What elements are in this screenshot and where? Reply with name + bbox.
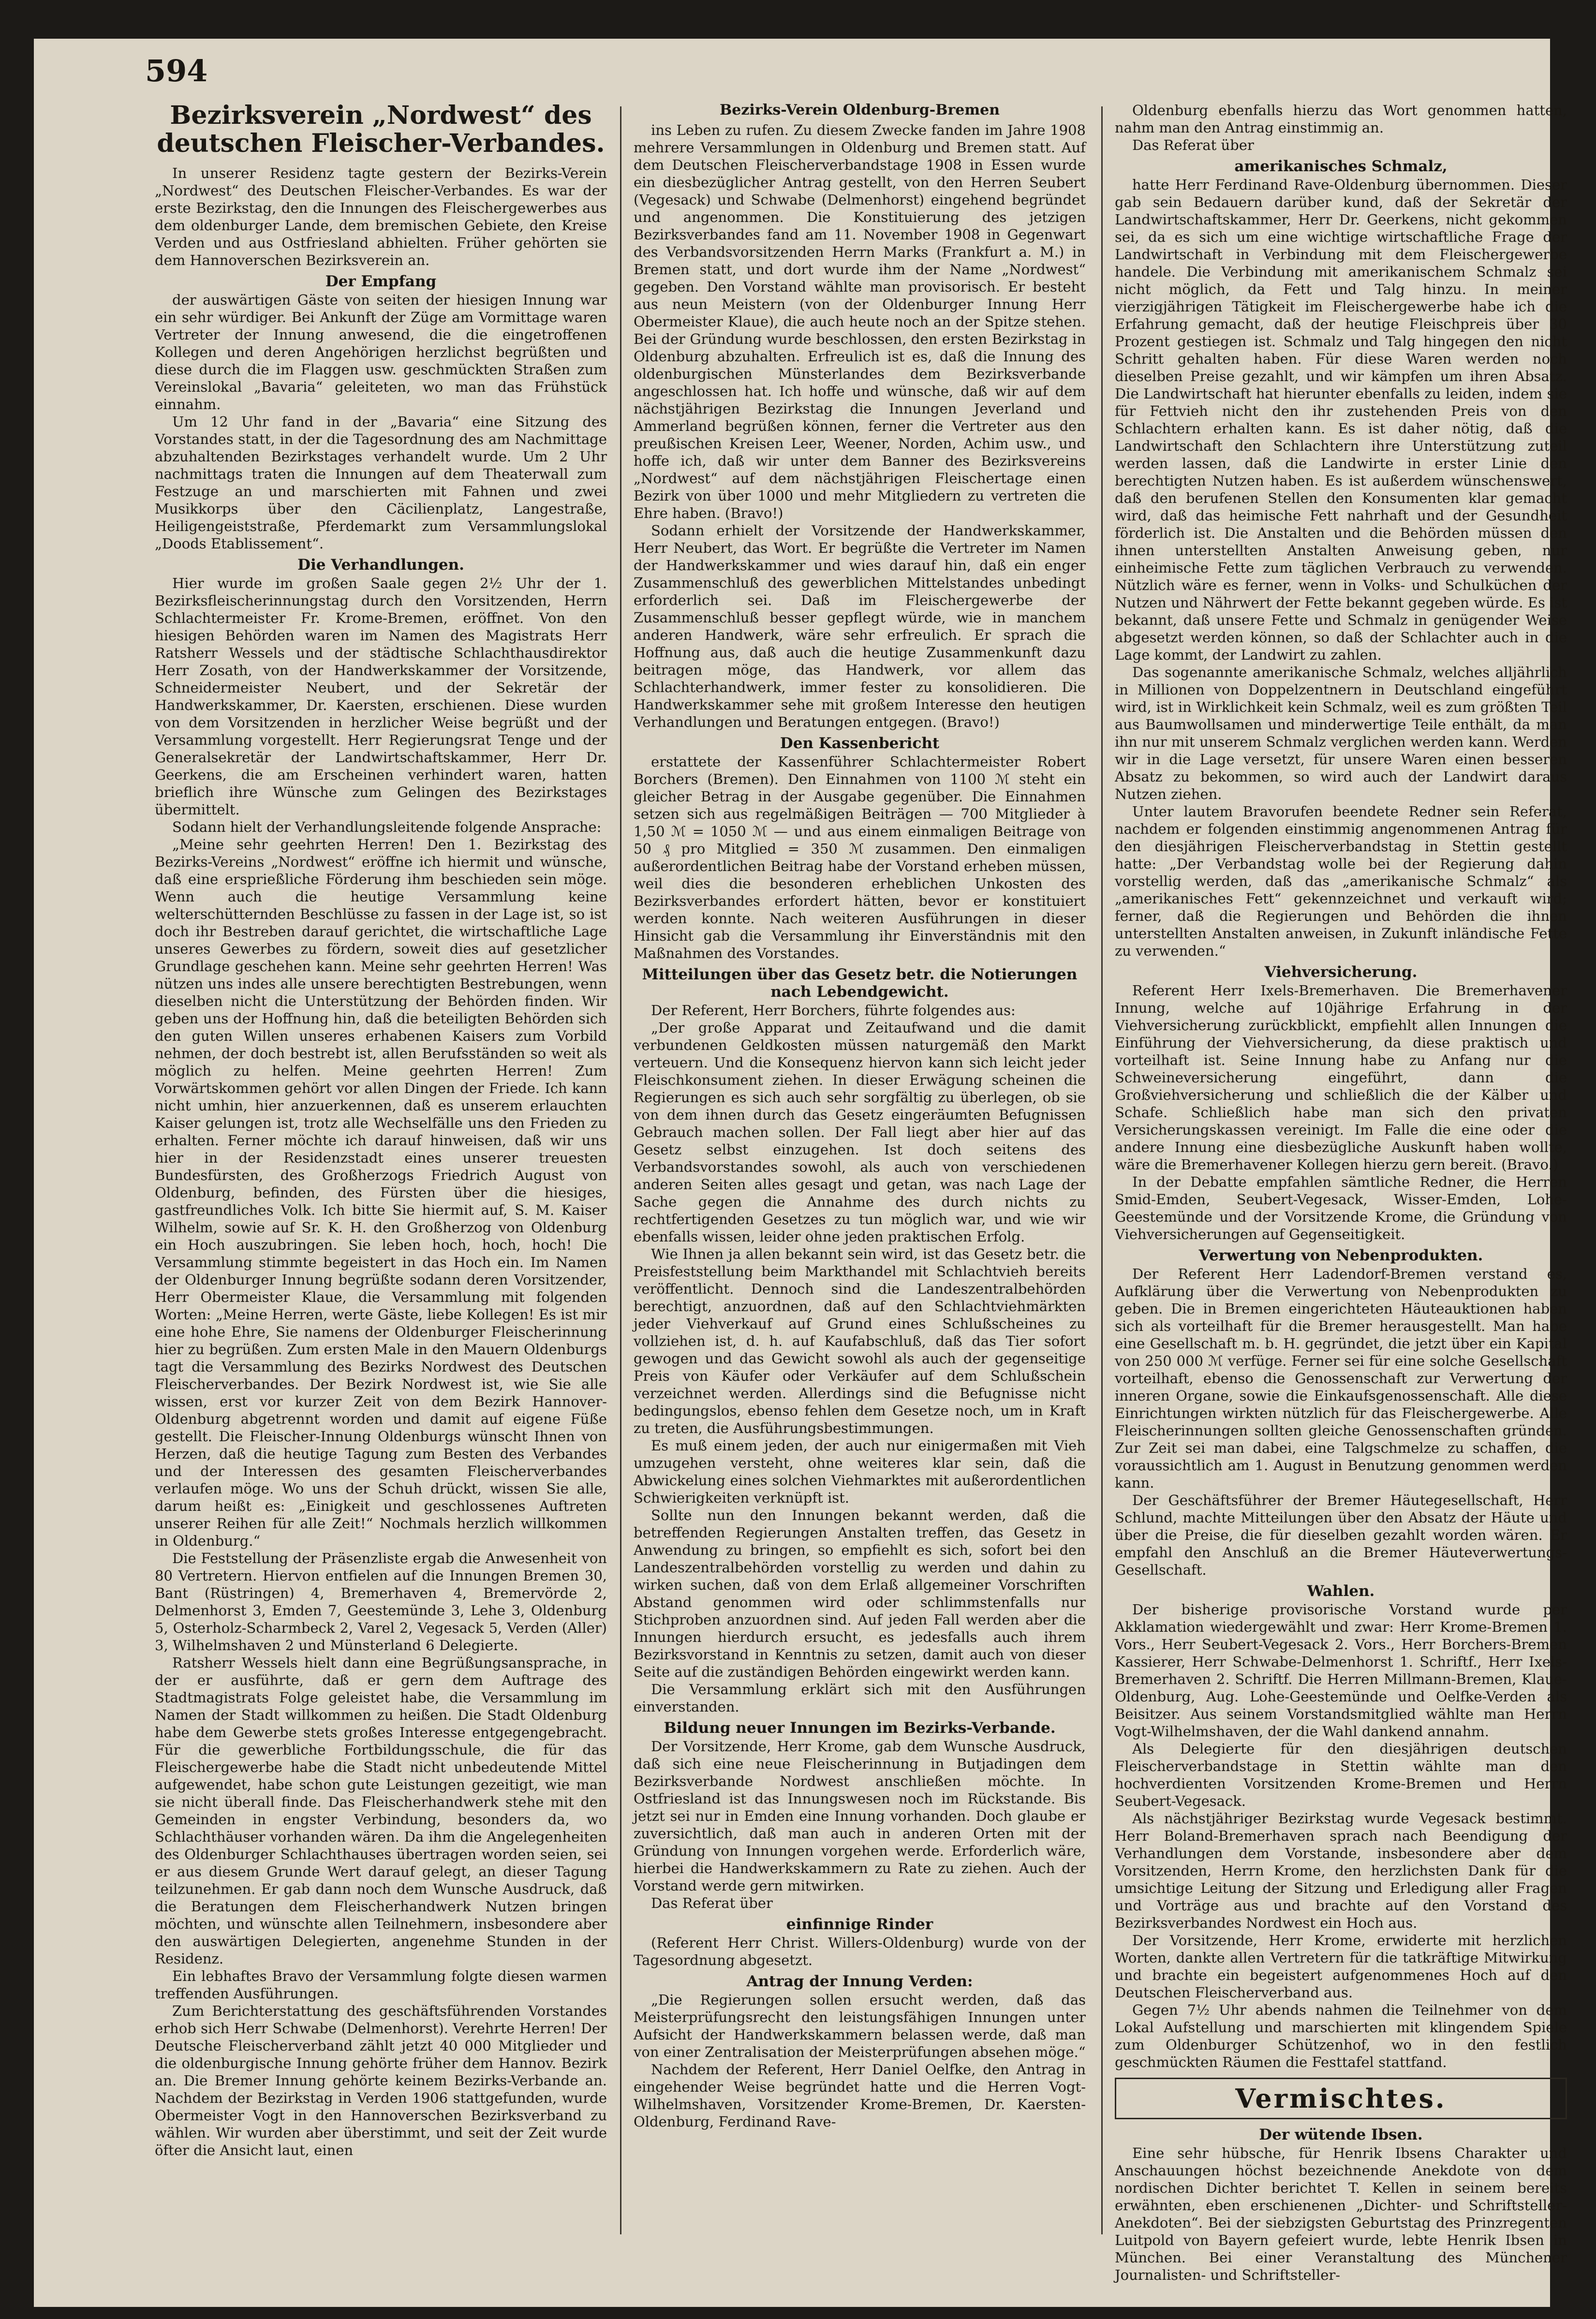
paragraph: Sollte nun den Innungen bekannt werden, daß die betreffenden Regierungen Anstalten treffen, das Gesetz in Anwendung zu bringen, so empfiehlt es sich, sofort bei den Landeszentralbehörden vorstellig zu werden und dahin zu wirken suchen, daß von dem Erlaß allgemeiner Vorschriften Abstand genommen wird oder schlimmstenfalls nur Stichproben anzuordnen sind. Auf jeden Fall werden aber die Innungen hierdurch ersucht, es jedesfalls auch ihrem Bezirksvorstand in Kenntnis zu setzen, damit auch von dieser Seite auf die zuständigen Behörden eingewirkt werden kann. bbox=[634, 1507, 1086, 1680]
paragraph: Das sogenannte amerikanische Schmalz, welches alljährlich in Millionen von Doppelzentnern in Deutschland eingeführt wird, ist in Wirklichkeit kein Schmalz, weil es zum größten Teil aus Baumwollsamen und minderwertige Teile enthält, da man ihn nur mit unserem Schmalz verglichen werden kann. Werden wir in die Lage versetzt, für unsere Waren einen besseren Absatz zu bekommen, so wird auch der Landwirt daraus Nutzen ziehen. bbox=[1115, 664, 1567, 802]
paragraph: Der Referent, Herr Borchers, führte folgendes aus: bbox=[651, 1002, 1016, 1019]
subheading: amerikanisches Schmalz, bbox=[1234, 158, 1448, 175]
paragraph: Zum Berichterstattung des geschäftsführenden Vorstandes erhob sich Herr Schwabe (Delmenhorst). Verehrte Herren! Der Deutsche Fleischerverband zählt jetzt 40 000 Mitglieder und die oldenburgische Innung gehörte früher dem Hannov. Bezirk an. Die Bremer Innung gehörte keinem Bezirks-Verbande an. Nachdem der Bezirkstag in Verden 1906 stattgefunden, wurde Obermeister Vogt in den Hannoverschen Bezirksverband zu wählen. Wir wurden aber überstimmt, und seit der Zeit wurde öfter die Ansicht laut, einen bbox=[155, 2003, 607, 2158]
paragraph: „Meine sehr geehrten Herren! Den 1. Bezirkstag des Bezirks-Vereins „Nordwest“ eröffne ich hiermit und wünsche, daß eine ersprießliche Förderung ihm beschieden sein möge. Wenn auch die heutige Versammlung keine welterschütternden Beschlüsse zu fassen in der Lage ist, so ist doch ihr Bestreben darauf gerichtet, die wirtschaftliche Lage unseres Gewerbes zu fördern, soweit dies auf gesetzlicher Grundlage geschehen kann. Meine sehr geehrten Herren! Was nützen uns indes alle unsere berechtigten Bestrebungen, wenn dieselben nicht die Unterstützung der Behörden finden. Wir geben uns der Hoffnung hin, daß die beteiligten Behörden sich den guten Willen unseres erhabenen Kaisers zum Vorbild nehmen, der doch bestrebt ist, allen Berufsständen so weit als möglich zu helfen. Meine geehrten Herren! Zum Vorwärtskommen gehört vor allen Dingen der Friede. Ich kann nicht umhin, hier anzuerkennen, daß es unserem erlauchten Kaiser gelungen ist, trotz alle Wechselfälle uns den Frieden zu erhalten. Ferner möchte ich darauf hinweisen, daß wir uns hier in der Residenzstadt eines unserer treuesten Bundesfürsten, des Großherzogs Friedrich August von Oldenburg, befinden, des Fürsten über die hiesiges, gastfreundliches Volk. Ich bitte Sie hiermit auf, S. M. Kaiser Wilhelm, sowie auf Sr. K. H. den Großherzog von Oldenburg ein Hoch auszubringen. Sie leben hoch, hoch, hoch! Die Versammlung stimmte begeistert in das Hoch ein. Im Namen der Oldenburger Innung begrüßte sodann deren Vorsitzender, Herr Obermeister Klaue, die Versammlung mit folgenden Worten: „Meine Herren, werte Gäste, liebe Kollegen! Es ist mir eine hohe Ehre, Sie namens der Oldenburger Fleischerinnung hier zu begrüßen. Zum ersten Male in den Mauern Oldenburgs tagt die Versammlung des Bezirks Nordwest des Deutschen Fleischerverbandes. Der Bezirk Nordwest ist, wie Sie alle wissen, erst vor kurzer Zeit von dem Bezirk Hannover-Oldenburg abgetrennt worden und damit auf eigene Füße gestellt. Die Fleischer-Innung Oldenburgs wünscht Ihnen von Herzen, daß die heutige Tagung zum Besten des Verbandes und der Interessen des gesamten Fleischerverbandes verlaufen möge. Wo uns der Schuh drückt, wissen Sie alle, darum heißt es: „Einigkeit und geschlossenes Auftreten unserer Reihen für alle Zeit!“ Nochmals herzlich willkommen in Oldenburg.“ bbox=[155, 836, 607, 1549]
subheading: Wahlen. bbox=[1307, 1582, 1375, 1600]
paragraph: Wie Ihnen ja allen bekannt sein wird, ist das Gesetz betr. die Preisfeststellung beim Markthandel mit Schlachtvieh bereits veröffentlicht. Dennoch sind die Landeszentralbehörden berechtigt, anzuordnen, daß auf den Schlachtviehmärkten jeder Viehverkauf auf Grund eines Schlußscheines zu vollziehen ist, d. h. auf Kaufabschluß, daß das Tier sofort gewogen und das Gewicht sowohl als auch der gegenseitige Preis von Käufer oder Verkäufer auf dem Schlußschein verzeichnet werden. Allerdings sind die Befugnisse nicht bedingungslos, ebenso fehlen dem Gesetze noch, um in Kraft zu treten, die Ausführungsbestimmungen. bbox=[634, 1246, 1086, 1436]
paragraph: Das Referat über bbox=[1132, 137, 1254, 153]
paragraph: Die Feststellung der Präsenzliste ergab die Anwesenheit von 80 Vertretern. Hiervon entfielen auf die Innungen Bremen 30, Bant (Rüstringen) 4, Bremerhaven 4, Bremervörde 2, Delmenhorst 3, Emden 7, Geestemünde 3, Lehe 3, Oldenburg 5, Osterholz-Scharmbeck 2, Varel 2, Vegesack 5, Verden (Aller) 3, Wilhelmshaven 2 und Münsterland 6 Delegierte. bbox=[155, 1550, 607, 1654]
paragraph: In unserer Residenz tagte gestern der Bezirks-Verein „Nordwest“ des Deutschen Fleischer-Verbandes. Es war der erste Bezirkstag, den die Innungen des Fleischergewerbes aus dem oldenburger Lande, dem bremischen Gebiete, den Kreise Verden und aus Ostfriesland abhielten. Früher gehörten sie dem Hannoverschen Bezirksverein an. bbox=[155, 165, 607, 268]
paragraph: Hier wurde im großen Saale gegen 2½ Uhr der 1. Bezirksfleischerinnungstag durch den Vorsitzenden, Herrn Schlachtermeister Fr. Krome-Bremen, eröffnet. Von den hiesigen Behörden waren im Namen des Magistrats Herr Ratsherr Wessels und der städtische Schlachthausdirektor Herr Zosath, von der Handwerkskammer der Vorsitzende, Schneidermeister Neubert, und der Sekretär der Handwerkskammer, Dr. Kaersten, erschienen. Diese wurden von dem Vorsitzenden in herzlicher Weise begrüßt und der Versammlung vorgestellt. Herr Regierungsrat Tenge und der Generalsekretär der Landwirtschaftskammer, Herr Dr. Geerkens, die am Erscheinen verhindert waren, hatten brieflich ihre Wünsche zum Gelingen des Bezirkstages übermittelt. bbox=[155, 575, 607, 818]
paragraph: Gegen 7½ Uhr abends nahmen die Teilnehmer von dem Lokal Aufstellung und marschierten mit klingendem Spiele zum Oldenburger Schützenhof, wo in den festlich geschmückten Räumen die Festtafel stattfand. bbox=[1115, 2002, 1567, 2070]
paragraph: Der Vorsitzende, Herr Krome, erwiderte mit herzlichen Worten, dankte allen Vertretern für die tatkräftige Mitwirkung und brachte ein begeistert aufgenommenes Hoch auf den Deutschen Fleischerverband aus. bbox=[1115, 1932, 1567, 2001]
subheading: Bildung neuer Innungen im Bezirks-Verbande. bbox=[664, 1719, 1056, 1737]
subheading: Viehversicherung. bbox=[1264, 963, 1418, 981]
paragraph: Der Geschäftsführer der Bremer Häutegesellschaft, Herr Schlund, machte Mitteilungen über den Absatz der Häute und über die Preise, die für dieselben gezahlt worden wären. Er empfahl den Anschluß an die Bremer Häuteverwertungs-Gesellschaft. bbox=[1115, 1492, 1567, 1578]
paragraph: hatte Herr Ferdinand Rave-Oldenburg übernommen. Dieser gab sein Bedauern darüber kund, daß der Sekretär der Landwirtschaftskammer, Herr Dr. Geerkens, nicht gekommen sei, da es sich um eine wichtige wirtschaftliche Frage der Landwirtschaft in Verbindung mit dem Fleischergewerbe handele. Die Verbindung mit amerikanischem Schmalz sei nicht möglich, da Fett und Talg hinzu. In meiner vierzigjährigen Tätigkeit im Fleischergewerbe habe ich die Erfahrung gemacht, daß der heutige Fleischpreis über 30 Prozent gestiegen ist. Schmalz und Talg hingegen den nicht Schritt gehalten haben. Für diese Waren werden noch dieselben Preise gezahlt, und wir kämpfen um ihren Absatz. Die Landwirtschaft hat hierunter ebenfalls zu leiden, indem sie für Fettvieh nicht den ihr zustehenden Preis von den Schlachtern erhalten kann. Es ist daher nötig, daß die Landwirtschaft den Schlachtern ihre Unterstützung zuteil werden lassen, daß die Landwirte in erster Linie den berechtigten Nutzen haben. Es ist außerdem wünschenswert, daß den berufenen Stellen den Konsumenten klar gemacht wird, daß das heimische Fett nahrhaft und der Gesundheit förderlich ist. Die Anstalten und die Behörden müssen den ihnen unterstellten Anstalten Anweisung geben, nur einheimische Fette zum täglichen Verbrauch zu verwenden. Nützlich wäre es ferner, wenn in Volks- und Schulküchen der Nutzen und Nährwert der Fette bekannt gegeben würde. Es ist bekannt, daß unsere Fette und Schmalz in genügender Weise abgesetzt werden können, so daß der Schlachter auch in die Lage kommt, der Landwirt zu zahlen. bbox=[1115, 177, 1567, 663]
column-2 bbox=[634, 102, 1086, 2254]
column-3 bbox=[1115, 102, 1567, 2283]
subheading: einfinnige Rinder bbox=[786, 1916, 933, 1933]
section-banner bbox=[1115, 2078, 1567, 2119]
paragraph: Das Referat über bbox=[651, 1895, 773, 1911]
paragraph: Die Versammlung erklärt sich mit den Ausführungen einverstanden. bbox=[634, 1681, 1086, 1715]
column-1 bbox=[155, 102, 607, 2254]
newspaper-page bbox=[34, 39, 1567, 2307]
paragraph: Ein lebhaftes Bravo der Versammlung folgte diesen warmen treffenden Ausführungen. bbox=[155, 1968, 607, 2002]
paragraph: Der Vorsitzende, Herr Krome, gab dem Wunsche Ausdruck, daß sich eine neue Fleischerinnung in Butjadingen dem Bezirksverbande Nordwest anschließen möchte. In Ostfriesland ist das Innungswesen noch im Rückstande. Bis jetzt sei nur in Emden eine Innung vorhanden. Doch glaube er zuversichtlich, daß man auch in anderen Orten mit der Gründung von Innungen vorgehen werde. Erforderlich wäre, hierbei die Handwerkskammern zu Rate zu ziehen. Auch der Vorstand werde gern mitwirken. bbox=[634, 1738, 1086, 1894]
paragraph: Ratsherr Wessels hielt dann eine Begrüßungsansprache, in der er ausführte, daß er gern dem Auftrage des Stadtmagistrats Folge geleistet habe, die Versammlung im Namen der Stadt willkommen zu heißen. Die Stadt Oldenburg habe dem Gewerbe stets großes Interesse entgegengebracht. Für die gewerbliche Fortbildungsschule, die für das Fleischergewerbe habe die Stadt nicht unbedeutende Mittel aufgewendet, habe schon gute Leistungen gezeitigt, wie man sie nicht überall finde. Das Fleischerhandwerk stehe mit den Gemeinden in engster Verbindung, besonders da, wo Schlachthäuser vorhanden wären. Da ihm die Angelegenheiten des Oldenburger Schlachthauses übertragen worden seien, sei er aus diesem Grunde Wert darauf gelegt, an dieser Tagung teilzunehmen. Er gab dann noch dem Wunsche Ausdruck, daß die Beratungen dem Fleischerhandwerk Nutzen bringen möchten, und wünschte allen Teilnehmern, insbesondere aber den auswärtigen Delegierten, angenehme Stunden in der Residenz. bbox=[155, 1654, 607, 1967]
paragraph: In der Debatte empfahlen sämtliche Redner, die Herren Smid-Emden, Seubert-Vegesack, Wisser-Emden, Lohe-Geestemünde und der Vorsitzende Krome, die Gründung von Viehversicherungen auf Gegenseitigkeit. bbox=[1115, 1174, 1567, 1242]
paragraph: Referent Herr Ixels-Bremerhaven. Die Bremerhavener Innung, welche auf 10jährige Erfahrung in der Viehversicherung zurückblickt, empfiehlt allen Innungen die Einführung der Viehversicherung, da diese praktisch und vorteilhaft ist. Seine Innung habe zu Anfang nur die Schweineversicherung eingeführt, dann die Großviehversicherung und schließlich die der Kälber und Schafe. Schließlich habe man sich den privaten Versicherungskassen vereinigt. Im Falle die eine oder die andere Innung eine diesbezügliche Auskunft haben wollte, wäre die Bremerhavener Kollegen hierzu gern bereit. (Bravo.) bbox=[1115, 982, 1567, 1173]
page-number: 594 bbox=[145, 53, 208, 89]
section-title: Vermischtes. bbox=[1235, 2083, 1447, 2114]
paragraph: (Referent Herr Christ. Willers-Oldenburg) wurde von der Tagesordnung abgesetzt. bbox=[634, 1935, 1086, 1968]
paragraph: Es muß einem jeden, der auch nur einigermaßen mit Vieh umzugehen versteht, ohne weiteres klar sein, daß die Abwickelung eines solchen Viehmarktes mit außerordentlichen Schwierigkeiten verknüpft ist. bbox=[634, 1437, 1086, 1506]
paragraph: Unter lautem Bravorufen beendete Redner sein Referat, nachdem er folgenden einstimmig angenommenen Antrag für den diesjährigen Fleischerverbandstag in Stettin gestellt hatte: „Der Verbandstag wolle bei der Regierung dahin vorstellig werden, daß das „amerikanische Schmalz“ als „amerikanisches Fett“ gekennzeichnet und verkauft wird; ferner, daß die Regierungen und Behörden die ihnen unterstellten Anstalten anweisen, in Zukunft inländische Fette zu verwenden.“ bbox=[1115, 803, 1567, 959]
paragraph: Als Delegierte für den diesjährigen deutschen Fleischerverbandstage in Stettin wählte man den hochverdienten Vorsitzenden Krome-Bremen und Herrn Seubert-Vegesack. bbox=[1115, 1741, 1567, 1809]
paragraph: Eine sehr hübsche, für Henrik Ibsens Charakter und Anschauungen höchst bezeichnende Anekdote von dem nordischen Dichter berichtet T. Kellen in seinem bereits erwähnten, eben erschienenen „Dichter- und Schriftsteller-Anekdoten“. Bei der siebzigsten Geburtstag des Prinzregenten Luitpold von Bayern gefeiert wurde, lebte Henrik Ibsen in München. Bei einer Veranstaltung des Münchener Journalisten- und Schriftsteller- bbox=[1115, 2145, 1567, 2283]
subheading: Mitteilungen über das Gesetz betr. die Notierungen nach Lebendgewicht. bbox=[642, 966, 1078, 1001]
column-rule bbox=[1101, 106, 1103, 2234]
running-head: Bezirks-Verein Oldenburg-Bremen bbox=[719, 102, 1000, 118]
subheading: Verwertung von Nebenprodukten. bbox=[1198, 1247, 1483, 1264]
paragraph: Um 12 Uhr fand in der „Bavaria“ eine Sitzung des Vorstandes statt, in der die Tagesordnung des am Nachmittage abzuhaltenden Bezirkstages verhandelt wurde. Um 2 Uhr nachmittags traten die Innungen auf dem Theaterwall zum Festzuge an und marschierten mit Fahnen und zwei Musikkorps über den Cäcilienplatz, Langestraße, Heiligengeiststraße, Pferdemarkt zum Versammlungslokal „Doods Etablissement“. bbox=[155, 414, 607, 552]
subheading: Der Empfang bbox=[325, 273, 437, 290]
paragraph: „Der große Apparat und Zeitaufwand und die damit verbundenen Geldkosten müssen naturgemäß den Markt verteuern. Und die Konsequenz hiervon kann sich leicht jeder Fleischkonsument ziehen. In dieser Erwägung scheinen die Regierungen es sich auch sehr sorgfältig zu überlegen, ob sie von dem ihnen durch das Gesetz eingeräumten Befugnissen Gebrauch machen sollen. Der Fall liegt aber hier auf das Gesetz selbst einzugehen. Ist doch seitens des Verbandsvorstandes sowohl, als auch von verschiedenen anderen Seiten alles gesagt und getan, was nach Lage der Sache gegen die Annahme des durch nichts zu rechtfertigenden Gesetzes zu tun möglich war, und wie wir ebenfalls wissen, leider ohne jeden praktischen Erfolg. bbox=[634, 1019, 1086, 1245]
subheading: Den Kassenbericht bbox=[780, 735, 940, 752]
paragraph: Der bisherige provisorische Vorstand wurde per Akklamation wiedergewählt und zwar: Herr Krome-Bremen 1. Vors., Herr Seubert-Vegesack 2. Vors., Herr Borchers-Bremen Kassierer, Herr Schwabe-Delmenhorst 1. Schriftf., Herr Ixels-Bremerhaven 2. Schriftf. Die Herren Millmann-Bremen, Klaue-Oldenburg, Aug. Lohe-Geestemünde und Oelfke-Verden als Beisitzer. Aus seinem Vorstandsmitglied wählte man Herrn Vogt-Wilhelmshaven, der die Wahl dankend annahm. bbox=[1115, 1601, 1567, 1740]
subheading: Die Verhandlungen. bbox=[297, 556, 464, 574]
paragraph: erstattete der Kassenführer Schlachtermeister Robert Borchers (Bremen). Den Einnahmen von 1100 ℳ steht ein gleicher Betrag in der Ausgabe gegenüber. Die Einnahmen setzen sich aus regelmäßigen Beiträgen — 700 Mitglieder à 1,50 ℳ = 1050 ℳ — und aus einem einmaligen Beitrage von 50 ₰ pro Mitglied = 350 ℳ zusammen. Den einmaligen außerordentlichen Beitrag habe der Vorstand erheben müssen, weil dies die besonderen erheblichen Unkosten des Bezirksverbandes erfordert hätten, bevor er konstituiert werden konnte. Nach weiteren Ausführungen in dieser Hinsicht gab die Versammlung ihr Einverständnis mit den Maßnahmen des Vorstandes. bbox=[634, 753, 1086, 961]
paragraph: Der Referent Herr Ladendorf-Bremen verstand es, Aufklärung über die Verwertung von Nebenprodukten zu geben. Die in Bremen eingerichteten Häuteauktionen haben sich als vorteilhaft für die Bremer herausgestellt. Man habe eine Gesellschaft m. b. H. gegründet, die jetzt über ein Kapital von 250 000 ℳ verfüge. Ferner sei für eine solche Gesellschaft vorteilhaft, ebenso die Genossenschaft zur Verwertung der inneren Organe, sowie die Einkaufsgenossenschaft. Alle diese Einrichtungen wirkten nützlich für das Fleischergewerbe. Alle Fleischerinnungen sollten gleiche Genossenschaften gründen. Zur Zeit sei man dabei, eine Talgschmelze zu schaffen, die voraussichtlich am 1. August in Benutzung genommen werden kann. bbox=[1115, 1266, 1567, 1491]
subheading: Antrag der Innung Verden: bbox=[746, 1973, 973, 1990]
paragraph: Sodann erhielt der Vorsitzende der Handwerkskammer, Herr Neubert, das Wort. Er begrüßte die Vertreter im Namen der Handwerkskammer und wies darauf hin, daß ein enger Zusammenschluß des gewerblichen Mittelstandes unbedingt erforderlich sei. Daß im Fleischergewerbe der Zusammenschluß besser gepflegt würde, wie in manchem anderen Handwerk, wäre sehr erfreulich. Er sprach die Hoffnung aus, daß auch die heutige Zusammenkunft dazu beitragen möge, das Handwerk, vor allem das Schlachterhandwerk, immer fester zu konsolidieren. Die Handwerkskammer sehe mit großem Interesse den heutigen Verhandlungen und Beratungen entgegen. (Bravo!) bbox=[634, 522, 1086, 730]
paragraph: Als nächstjähriger Bezirkstag wurde Vegesack bestimmt. Herr Boland-Bremerhaven sprach nach Beendigung der Verhandlungen dem Vorstande, insbesondere aber dem Vorsitzenden, Herrn Krome, den herzlichsten Dank für die umsichtige Leitung der Sitzung und Erledigung aller Fragen und Vorträge aus und brachte auf den Vorstand des Bezirksverbandes Nordwest ein Hoch aus. bbox=[1115, 1810, 1567, 1931]
paragraph: „Die Regierungen sollen ersucht werden, daß das Meisterprüfungsrecht den leistungsfähigen Innungen unter Aufsicht der Handwerkskammern belassen werde, daß man von einer Zentralisation der Meisterprüfungen absehen möge.“ bbox=[634, 1992, 1086, 2060]
paragraph: Sodann hielt der Verhandlungsleitende folgende Ansprache: bbox=[172, 819, 602, 835]
article-headline: Bezirksverein „Nordwest“ des deutschen Fleischer-Verbandes. bbox=[157, 101, 605, 158]
subheading: Der wütende Ibsen. bbox=[1259, 2126, 1423, 2143]
column-rule bbox=[620, 106, 621, 2234]
paragraph: Nachdem der Referent, Herr Daniel Oelfke, den Antrag in eingehender Weise begründet hatte und die Herren Vogt-Wilhelmshaven, Vorsitzender Krome-Bremen, Dr. Kaersten-Oldenburg, Ferdinand Rave- bbox=[634, 2061, 1086, 2130]
paragraph: ins Leben zu rufen. Zu diesem Zwecke fanden im Jahre 1908 mehrere Versammlungen in Oldenburg und Bremen statt. Auf dem Deutschen Fleischerverbandstage 1908 in Essen wurde ein diesbezüglicher Antrag gestellt, von den Herren Seubert (Vegesack) und Schwabe (Delmenhorst) eingehend begründet und angenommen. Die Konstituierung des jetzigen Bezirksverbandes fand am 11. November 1908 in Gegenwart des Verbandsvorsitzenden Herrn Marks (Frankfurt a. M.) in Bremen statt, und dort wurde ihm der Name „Nordwest“ gegeben. Den Vorstand wählte man provisorisch. Er besteht aus neun Meistern (von der Oldenburger Innung Herr Obermeister Klaue), die auch heute noch an der Spitze stehen. Bei der Gründung wurde beschlossen, den ersten Bezirkstag in Oldenburg abzuhalten. Erfreulich ist es, daß die Innung des oldenburgischen Münsterlandes dem Bezirksverbande angeschlossen hat. Ich hoffe und wünsche, daß wir auf dem nächstjährigen Bezirkstag die Innungen Jeverland und Ammerland begrüßen können, ferner die Vertreter aus den preußischen Kreisen Leer, Weener, Norden, Achim usw., und hoffe ich, daß wir unter dem Banner des Bezirksvereins „Nordwest“ auf dem nächstjährigen Fleischertage einen Bezirk von über 1000 und mehr Mitgliedern zu vertreten die Ehre haben. (Bravo!) bbox=[634, 122, 1086, 521]
paragraph: der auswärtigen Gäste von seiten der hiesigen Innung war ein sehr würdiger. Bei Ankunft der Züge am Vormittage waren Vertreter der Innung anwesend, die die eingetroffenen Kollegen und deren Angehörigen herzlichst begrüßten und diese durch die im Flaggen usw. geschmückten Straßen zum Vereinslokal „Bavaria“ geleiteten, wo man das Frühstück einnahm. bbox=[155, 292, 607, 413]
paragraph: Oldenburg ebenfalls hierzu das Wort genommen hatten, nahm man den Antrag einstimmig an. bbox=[1115, 102, 1567, 136]
